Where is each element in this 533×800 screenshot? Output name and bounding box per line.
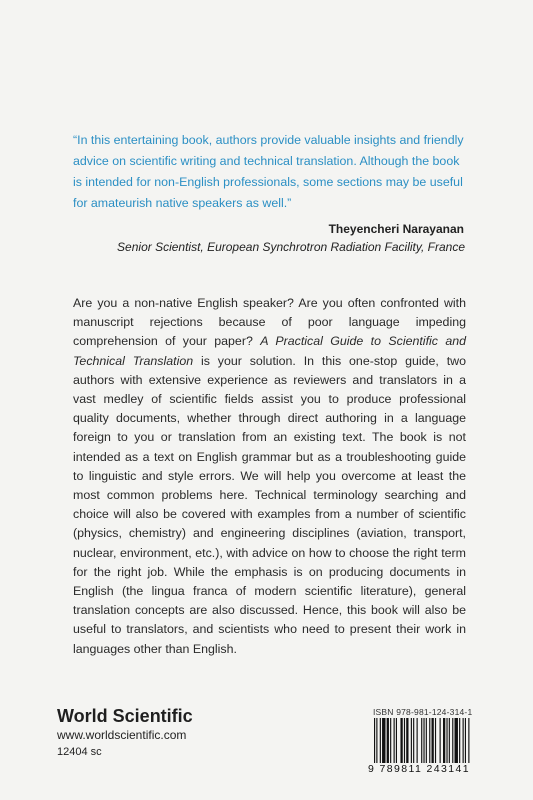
endorser-name: Theyencheri Narayanan <box>328 222 464 236</box>
barcode-bar <box>435 718 436 766</box>
barcode-bars <box>372 718 476 766</box>
barcode-bar <box>406 718 408 766</box>
barcode-bar <box>463 718 464 766</box>
barcode-bar <box>400 718 402 766</box>
barcode-bar <box>382 718 385 766</box>
barcode-bar <box>421 718 422 766</box>
product-code: 12404 sc <box>57 746 102 758</box>
endorsement-quote: “In this entertaining book, authors provide valuable insights and friendly advice on scientific writing and technical translation. Although the book is intended for non-English professionals, some sections may be useful for amateurish native speakers as well.” <box>73 133 464 210</box>
barcode-bar <box>459 718 460 766</box>
barcode-bar <box>411 718 412 766</box>
barcode-bar <box>468 718 469 766</box>
barcode-bar <box>394 718 395 766</box>
barcode-bar <box>443 718 445 766</box>
barcode-bar <box>449 718 450 766</box>
barcode-bar <box>426 718 427 766</box>
description-text-continued: is your solution. In this one-stop guide, two authors with extensive experience as reviewers and translators in a vast medley of scientific fields assist you to produce professional quality documents, whether through direct authoring in a language foreign to you or translation from an existing text. The book is not intended as a text on English grammar but as a troubleshooting guide to linguistic and style errors. We will help you overcome at least the most common problems here. Technical terminology searching and choice will also be covered with examples from a number of scientific (physics, chemistry) and engineering disciplines (aviation, transport, nuclear, environment, etc.), with advice on how to choose the right term for the right job. While the emphasis is on producing documents in English (the lingua franca of modern scientific literature), general translation concepts are also discussed. Hence, this book will also be useful to translators, and scientists who need to present their work in languages other than English. <box>73 353 466 656</box>
publisher-logo-text: World Scientific <box>57 706 193 726</box>
barcode-bar <box>404 718 405 766</box>
barcode-bar <box>376 718 377 766</box>
barcode-bar <box>432 718 434 766</box>
barcode-bar <box>429 718 430 766</box>
barcode-bar <box>446 718 447 766</box>
description-text: Are you a non-native English speaker? Are you often confronted with manuscript rejections because of poor language impeding comprehension of your paper? <box>73 296 466 349</box>
barcode-bar <box>387 718 389 766</box>
barcode-bar <box>380 718 381 766</box>
barcode-bar <box>440 718 441 766</box>
barcode-bar <box>455 718 458 766</box>
book-description <box>73 294 466 659</box>
barcode-bar <box>390 718 391 766</box>
isbn-label: ISBN 978-981-124-314-1 <box>373 707 473 717</box>
barcode-bar <box>396 718 397 766</box>
barcode-bar <box>413 718 414 766</box>
barcode-bar <box>423 718 424 766</box>
barcode-bar <box>374 718 375 766</box>
barcode-digits: 9 789811 243141 <box>368 763 480 775</box>
publisher-url: www.worldscientific.com <box>57 728 187 742</box>
book-title: A Practical Guide to Scientific and Technical Translation <box>73 334 466 368</box>
endorser-role: Senior Scientist, European Synchrotron Radiation Facility, France <box>117 240 465 254</box>
barcode-bar <box>452 718 453 766</box>
barcode-bar <box>417 718 418 766</box>
barcode-bar <box>465 718 466 766</box>
